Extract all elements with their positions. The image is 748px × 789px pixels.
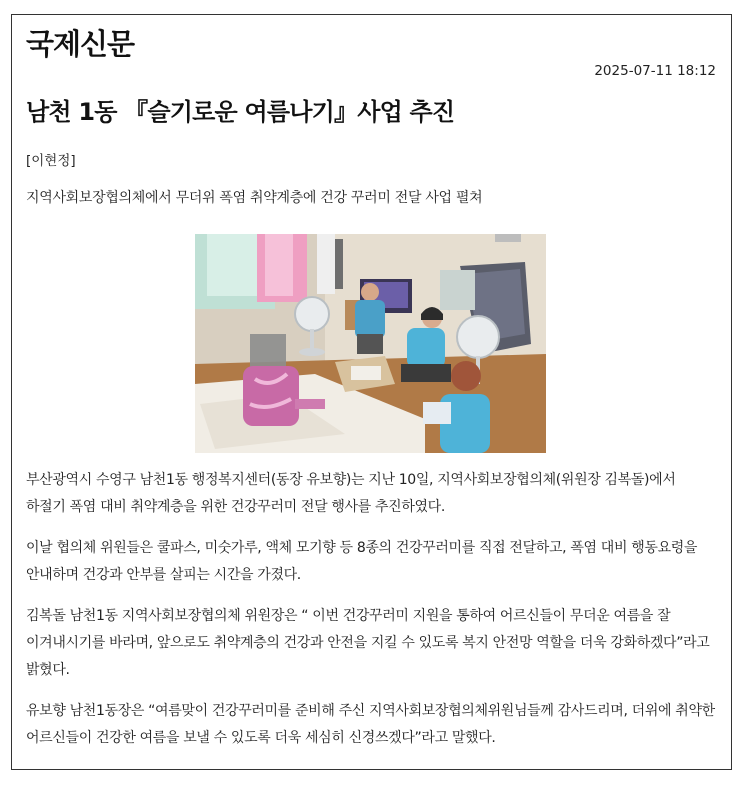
- masthead-logo: 국제신문: [26, 27, 135, 61]
- article-headline: 남천 1동 『슬기로운 여름나기』사업 추진: [26, 98, 455, 126]
- article-paragraph: 유보향 남천1동장은 “여름맞이 건강꾸러미를 준비해 주신 지역사회보장협의체위원님들께 감사드리며, 더위에 취약한 어르신들이 건강한 여름을 보낼 수 있도록 더욱 세심히 신경쓰겠다”라고 말했다.: [26, 703, 715, 746]
- article-photo-illustration: [195, 234, 546, 453]
- article-byline: [이현정]: [26, 153, 76, 169]
- article-paragraph: 부산광역시 수영구 남천1동 행정복지센터(동장 유보향)는 지난 10일, 지역사회보장협의체(위원장 김복돌)에서 하절기 폭염 대비 취약계층을 위한 건강꾸러미 전달 행사를 추진하였다.: [26, 472, 676, 515]
- article-paragraph: 김복돌 남천1동 지역사회보장협의체 위원장은 “ 이번 건강꾸러미 지원을 통하여 어르신들이 무더운 여름을 잘 이겨내시기를 바라며, 앞으로도 취약계층의 건강과 안전을 지킬 수 있도록 복지 안전망 역할을 더욱 강화하겠다”라고 밝혔다.: [26, 608, 710, 678]
- article-paragraph: 이날 협의체 위원들은 쿨파스, 미숫가루, 액체 모기향 등 8종의 건강꾸러미를 직접 전달하고, 폭염 대비 행동요령을 안내하며 건강과 안부를 살피는 시간을 가졌다.: [26, 540, 698, 583]
- article-subhead: 지역사회보장협의체에서 무더위 폭염 취약계층에 건강 꾸러미 전달 사업 펼쳐: [26, 190, 483, 206]
- article-body: [26, 467, 718, 766]
- article-photo: [195, 234, 546, 453]
- article-datetime: 2025-07-11 18:12: [594, 63, 716, 79]
